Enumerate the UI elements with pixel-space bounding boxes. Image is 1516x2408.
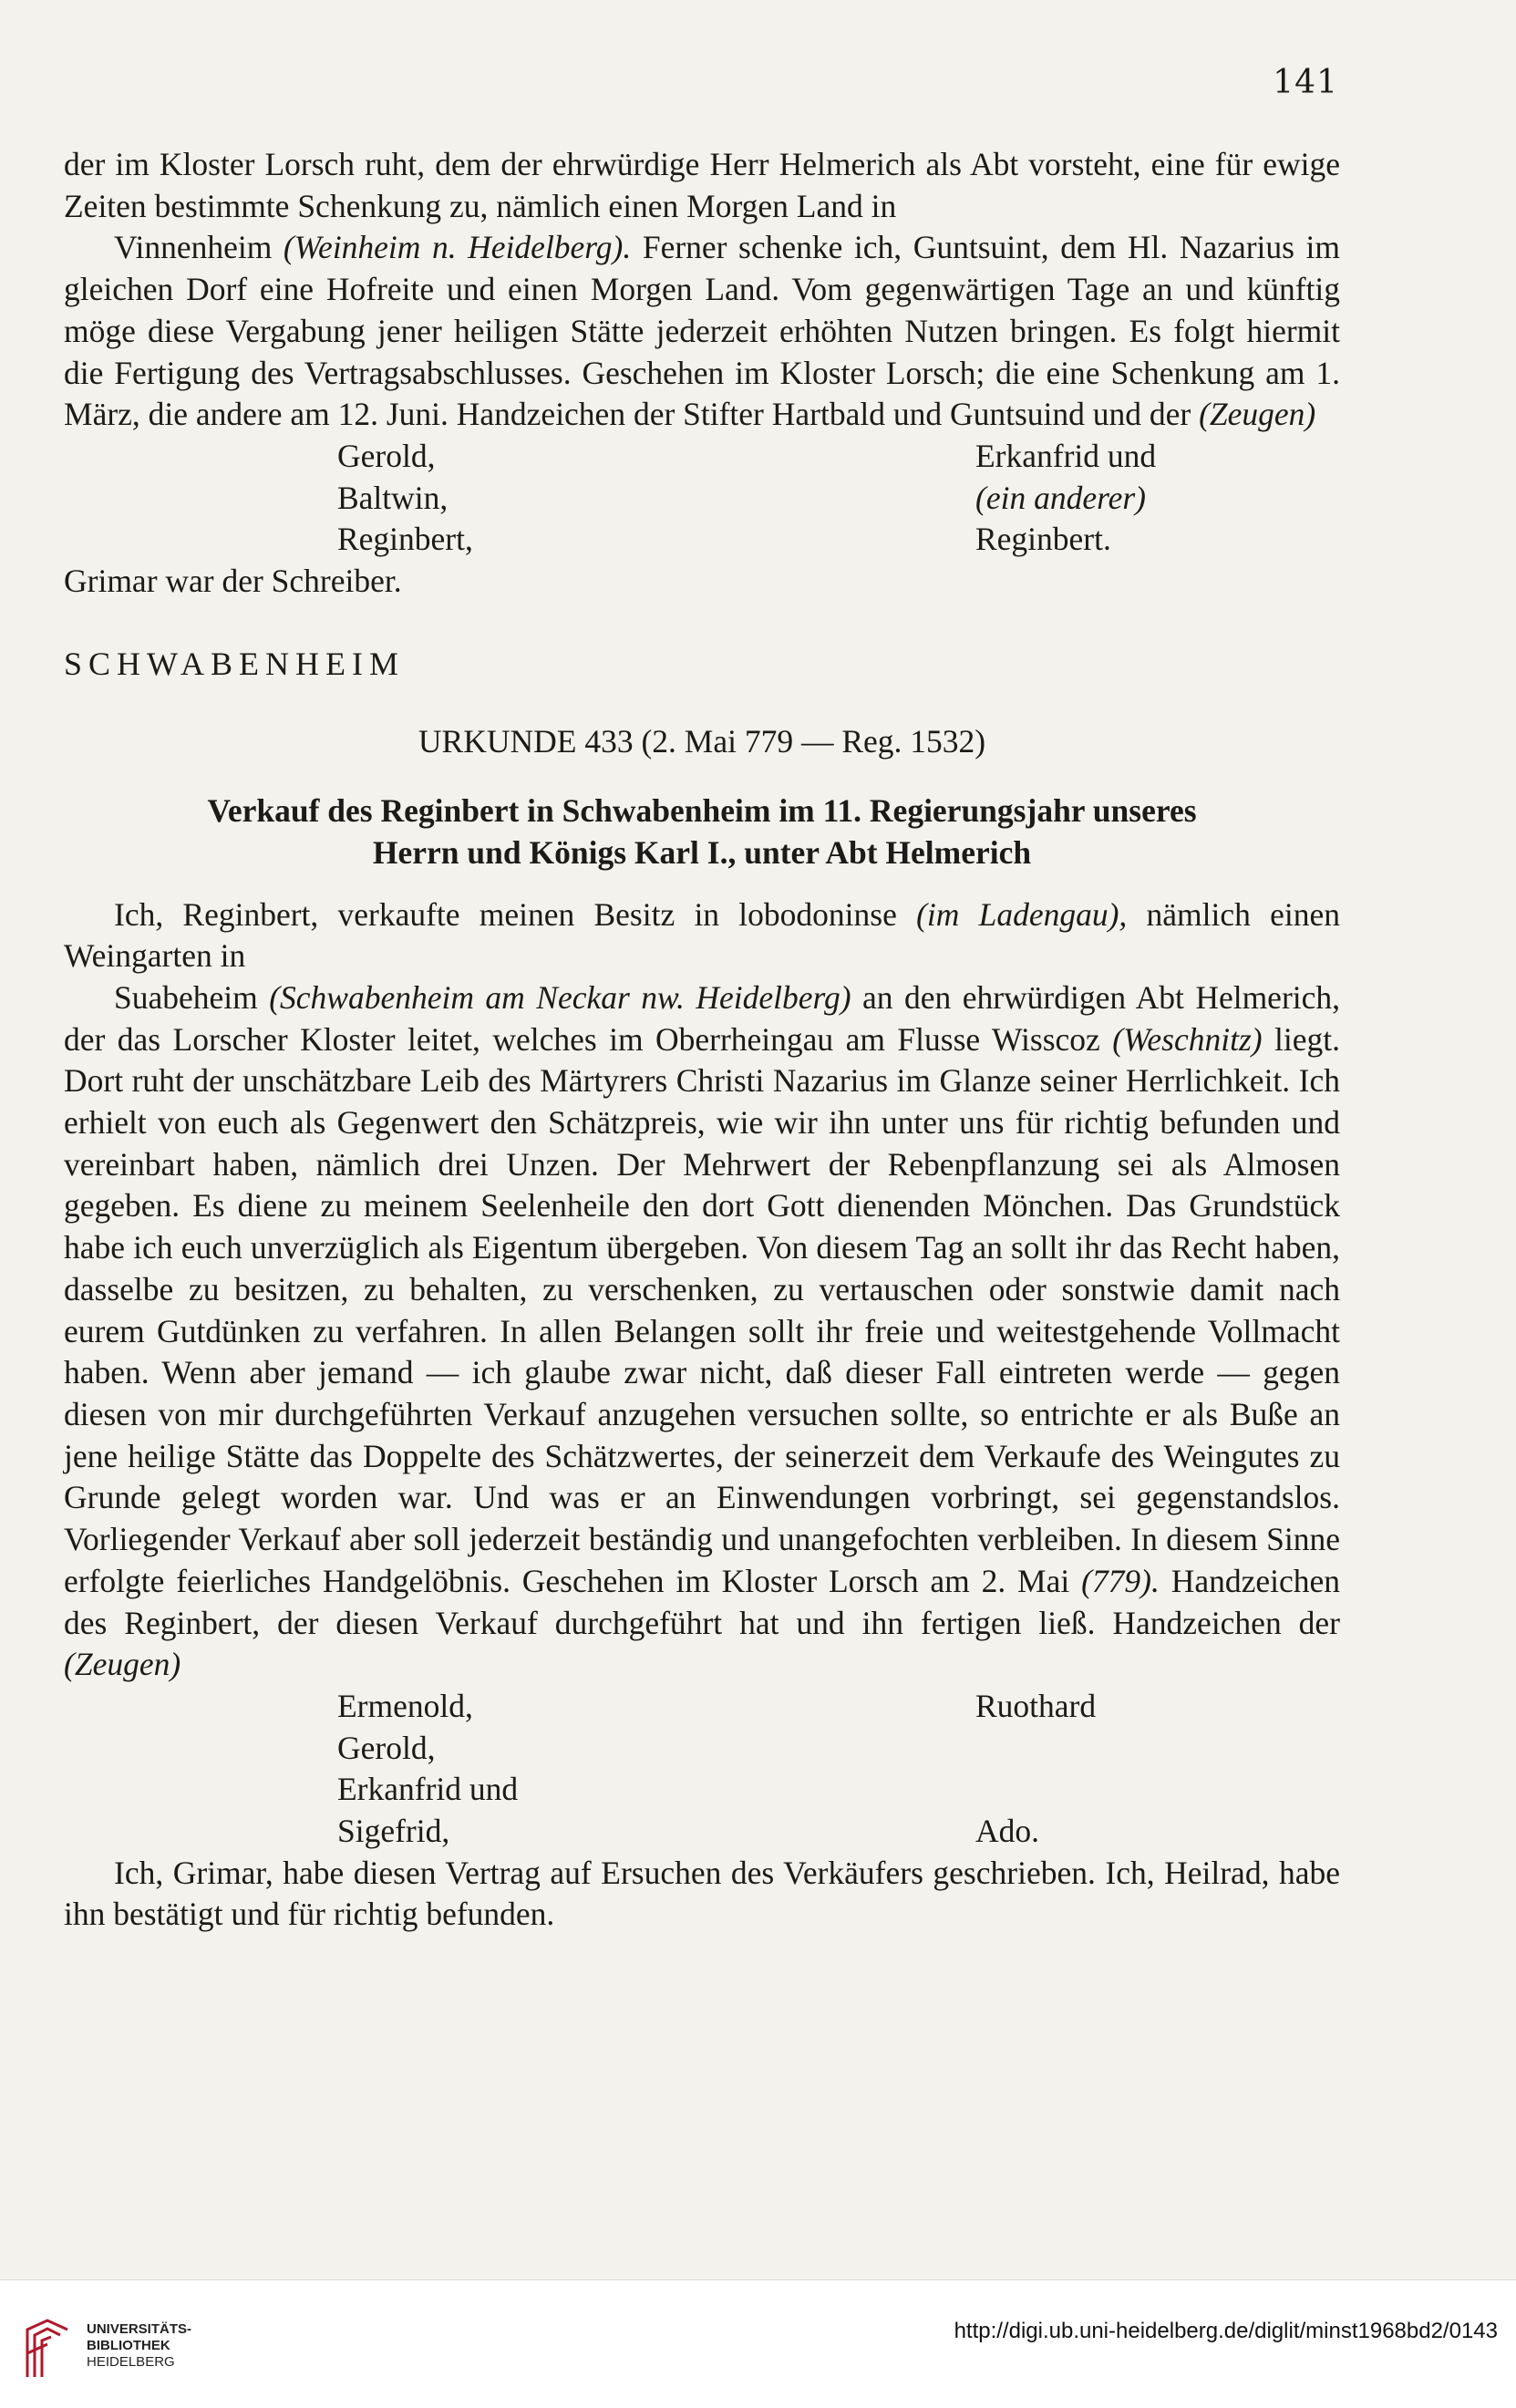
text-run: nämlich einen Weingarten in (64, 895, 1340, 975)
text-run: Handzeichen des Reginbert, der diesen Verkauf durchgeführt hat und ihn fertigen ließ. Handzeichen der (64, 1562, 1340, 1641)
river-gloss: (Weschnitz) (1112, 1020, 1263, 1058)
place-gloss: (Weinheim n. Heidelberg). (283, 229, 632, 266)
witness-name: Gerold, (337, 437, 436, 474)
library-name-line: HEIDELBERG (87, 2354, 175, 2370)
text-run: Vinnenheim (114, 229, 284, 266)
witness-name: Reginbert, (337, 521, 473, 558)
witness-name: Reginbert. (975, 521, 1111, 558)
paragraph-2b (64, 977, 1340, 1686)
year-gloss: (779). (1081, 1562, 1160, 1599)
closing-paragraph: Ich, Grimar, habe diesen Vertrag auf Ersuchen des Verkäufers geschrieben. Ich, Heilrad, habe ihn bestätigt und für richtig befunden. (64, 1854, 1340, 1933)
witness-list-1 (64, 436, 1340, 561)
text-run: an den ehrwürdigen Abt Helmerich, der das Lorscher Kloster leitet, welches im Oberrheingau am Flusse Wisscoz (64, 978, 1341, 1058)
document-subtitle-line1: Verkauf des Reginbert in Schwabenheim im 11. Regierungsjahr unseres (207, 792, 1197, 830)
text-run: liegt. Dort ruht der unschätzbare Leib des Märtyrers Christi Nazarius im Glanze seiner Herrlichkeit. Ich erhielt von euch als Gegenwert den Schätzpreis, wie wir ihn unter uns für richtig befunden und vereinbart haben, nämlich drei Unzen. Der Mehrwert der Rebenpflanzung sei als Almosen gegeben. Es diene zu meinem Seelenheile den dort Gott dienenden Mönchen. Das Grundstück habe ich euch unverzüglich als Eigentum übergeben. Von diesem Tag an sollt ihr das Recht haben, dasselbe zu besitzen, zu behalten, zu verschenken, zu vertauschen oder sonstwie damit nach eurem Gutdünken zu verfahren. In allen Belangen sollt ihr freie und weitestgehende Vollmacht haben. Wenn aber jemand — ich glaube zwar nicht, daß dieser Fall eintreten werde — gegen diesen von mir durchgeführten Verkauf anzugehen versuchen sollte, so entrichte er als Buße an jene heilige Stätte das Doppelte des Schätzwertes, der seinerzeit dem Verkaufe des Weingutes zu Grunde gelegt worden war. Und was er an Einwendungen vorbringt, sei gegenstandslos. Vorliegender Verkauf aber soll jederzeit beständig und unangefochten verbleiben. In diesem Sinne erfolgte feierliches Handgelöbnis. Geschehen im Kloster Lorsch am 2. Mai (64, 1020, 1340, 1599)
text-run: Suabeheim (114, 978, 270, 1016)
page-number: 141 (1273, 64, 1338, 101)
document-title: URKUNDE 433 (2. Mai 779 — Reg. 1532) (418, 723, 986, 760)
library-logo-icon (20, 2317, 75, 2381)
witness-name: Baltwin, (337, 479, 449, 516)
witness-gloss: (Zeugen) (1199, 396, 1316, 433)
witness-name: Erkanfrid und (337, 1771, 519, 1808)
section-heading: SCHWABENHEIM (64, 645, 406, 682)
witness-name: (ein anderer) (975, 479, 1146, 516)
permalink-url[interactable]: http://digi.ub.uni-heidelberg.de/diglit/minst1968bd2/0143 (954, 2319, 1498, 2343)
text-run: Ich, Reginbert, verkaufte meinen Besitz in lobodoninse (114, 895, 917, 933)
witness-name: Gerold, (337, 1729, 436, 1766)
paragraph-2a (64, 894, 1340, 977)
document-subtitle-line2: Herrn und Königs Karl I., unter Abt Helmerich (372, 833, 1032, 871)
witness-name: Erkanfrid und (975, 437, 1157, 474)
witness-name: Ado. (975, 1813, 1040, 1850)
witness-gloss: (Zeugen) (64, 1646, 181, 1683)
paragraph-1b (64, 227, 1340, 436)
scribe-line: Grimar war der Schreiber. (64, 563, 402, 600)
library-name-line: UNIVERSITÄTS- (87, 2321, 192, 2337)
viewer-footer (0, 2279, 1516, 2408)
witness-name: Sigefrid, (337, 1813, 450, 1850)
text-run: Ferner schenke ich, Guntsuint, dem Hl. Nazarius im gleichen Dorf eine Hofreite und einen Morgen Land. Vom gegenwärtigen Tage an und künftig möge diese Vergabung jener heiligen Stätte jederzeit erhöhten Nutzen bringen. Es folgt hiermit die Fertigung des Vertragsabschlusses. Geschehen im Kloster Lorsch; die eine Schenkung am 1. März, die andere am 12. Juni. Handzeichen der Stifter Hartbald und Guntsuind und der (64, 229, 1341, 433)
document-body (64, 144, 1340, 1936)
paragraph-1a: der im Kloster Lorsch ruht, dem der ehrwürdige Herr Helmerich als Abt vorsteht, eine für ewige Zeiten bestimmte Schenkung zu, nämlich einen Morgen Land in (64, 146, 1340, 224)
witness-list-2 (64, 1686, 1340, 1853)
place-gloss: (im Ladengau), (916, 895, 1128, 933)
witness-name: Ermenold, (337, 1687, 473, 1724)
witness-name: Ruothard (975, 1687, 1097, 1724)
library-name-line: BIBLIOTHEK (87, 2338, 170, 2353)
library-name (87, 2321, 191, 2371)
place-gloss: (Schwabenheim am Neckar nw. Heidelberg) (269, 978, 851, 1016)
